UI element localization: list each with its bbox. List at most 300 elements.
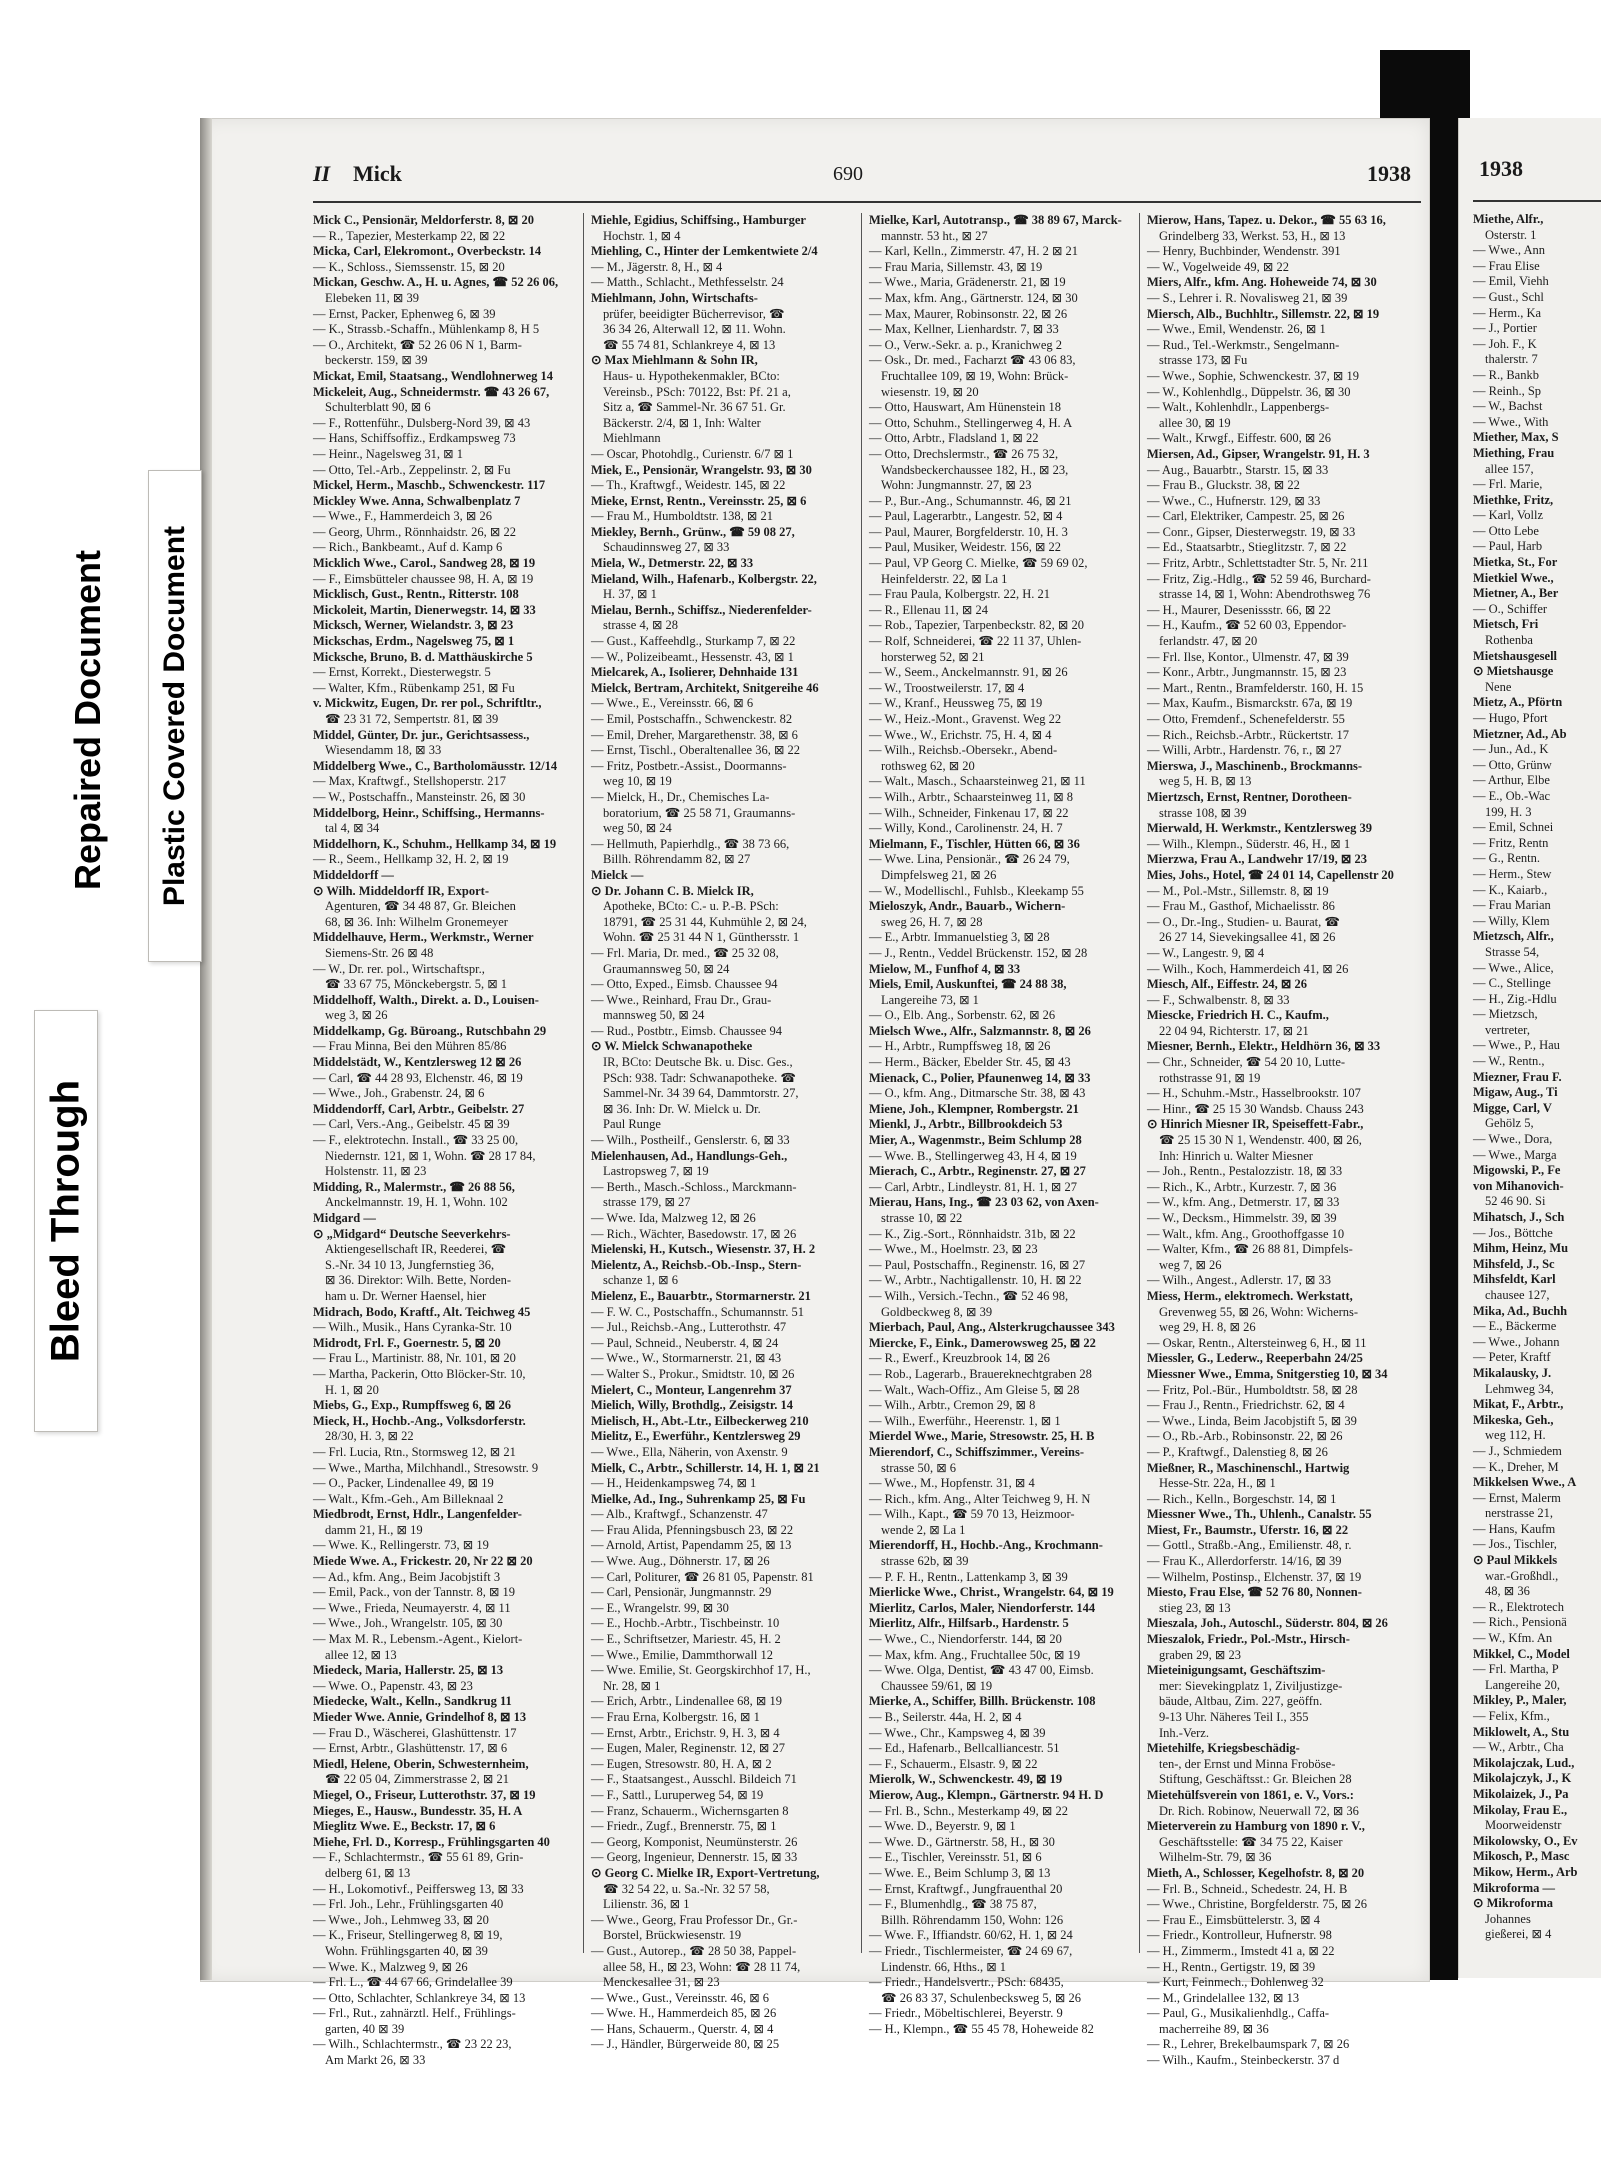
directory-entry: — Paul, G., Musikalienhdlg., Caffa- xyxy=(1147,2006,1330,2021)
directory-entry: — Wilhelm, Postinsp., Elchenstr. 37, ⊠ 19 xyxy=(1147,1569,1362,1584)
directory-entry: Miekley, Bernh., Grünw., ☎ 59 08 27, xyxy=(591,524,795,539)
directory-entry: — Frau M., Humboldtstr. 138, ⊠ 21 xyxy=(591,509,774,524)
directory-entry: Middendorff, Carl, Arbtr., Geibelstr. 27 xyxy=(313,1101,525,1116)
directory-entry: tal 4, ⊠ 34 xyxy=(325,821,380,836)
directory-entry: Mierach, C., Arbtr., Reginenstr. 27, ⊠ 27 xyxy=(869,1164,1086,1179)
directory-entry: Mienkl, J., Arbtr., Billbrookdeich 53 xyxy=(869,1117,1063,1132)
repaired-document-tab xyxy=(60,460,116,980)
directory-entry: — Frl. Lucia, Rtn., Stormsweg 12, ⊠ 21 xyxy=(313,1444,516,1459)
directory-entry: Mickan, Geschw. A., H. u. Agnes, ☎ 52 26 06, xyxy=(313,275,559,290)
adjacent-entry: — G., Rentn. xyxy=(1473,851,1541,866)
directory-entry: — Frau Minna, Bei den Mühren 85/86 xyxy=(313,1039,507,1054)
directory-entry: — Frl. Ilse, Kontor., Ulmenstr. 47, ⊠ 39 xyxy=(1147,649,1349,664)
directory-entry: graben 29, ⊠ 23 xyxy=(1159,1647,1241,1662)
directory-entry: — Wwe., W., Stormarnerstr. 21, ⊠ 43 xyxy=(591,1351,782,1366)
directory-entry: — Wilh., Arbtr., Cremon 29, ⊠ 8 xyxy=(869,1398,1036,1413)
directory-entry: — Wwe., Joh., Lehmweg 33, ⊠ 20 xyxy=(313,1912,489,1927)
directory-entry: — Friedr., Tischlermeister, ☎ 24 69 67, xyxy=(869,1943,1073,1958)
directory-entry: — F., Sattl., Luruperweg 54, ⊠ 19 xyxy=(591,1787,764,1802)
directory-entry: — Arnold, Artist, Papendamm 25, ⊠ 13 xyxy=(591,1538,792,1553)
directory-entry: ☎ 32 54 22, u. Sa.-Nr. 32 57 58, xyxy=(603,1881,770,1896)
header-page-number: 690 xyxy=(833,163,863,185)
directory-entry: — Willi, Arbtr., Hardenstr. 76, r., ⊠ 27 xyxy=(1147,743,1342,758)
adjacent-entry: — Wwe., With xyxy=(1473,414,1549,429)
directory-entry: — F., Schauerm., Elsastr. 9, ⊠ 22 xyxy=(869,1756,1038,1771)
directory-entry: rothstrasse 91, ⊠ 19 xyxy=(1159,1070,1261,1085)
directory-entry: — Ed., Hafenarb., Bellcalliancestr. 51 xyxy=(869,1741,1060,1756)
directory-entry: — F., Schwalbenstr. 8, ⊠ 33 xyxy=(1147,992,1290,1007)
directory-entry: Middel, Günter, Dr. jur., Gerichtsassess., xyxy=(313,727,530,742)
directory-entry: ⊠ 36. Inh: Dr. W. Mielck u. Dr. xyxy=(603,1101,761,1116)
directory-entry: — Kurt, Feinmech., Dohlenweg 32 xyxy=(1147,1975,1324,1990)
directory-entry: — W., Dr. rer. pol., Wirtschaftspr., xyxy=(313,961,485,976)
directory-entry: Mielck — xyxy=(591,867,644,882)
adjacent-entry: — Willy, Klem xyxy=(1473,913,1550,928)
directory-entry: Mierswa, J., Maschinenb., Brockmanns- xyxy=(1147,758,1363,773)
adjacent-entry: Mikalausky, J. xyxy=(1473,1365,1552,1380)
directory-entry: Middelborg, Heinr., Schiffsing., Hermanns- xyxy=(313,805,545,820)
adjacent-entry: Mihsfeldt, Karl xyxy=(1473,1272,1556,1287)
directory-entry: Mieder Wwe. Annie, Grindelhof 8, ⊠ 13 xyxy=(313,1710,527,1724)
directory-entry: — F., elektrotechn. Install., ☎ 33 25 00, xyxy=(313,1133,519,1148)
directory-entry: — Wwe., Christine, Borgfelderstr. 75, ⊠ 26 xyxy=(1147,1897,1368,1912)
directory-entry: Haus- u. Hypothekenmakler, BCto: xyxy=(603,368,780,383)
directory-entry: Mieszalok, Friedr., Pol.-Mstr., Hirsch- xyxy=(1147,1632,1350,1647)
directory-entry: Micklisch, Gust., Rentn., Ritterstr. 108 xyxy=(313,587,519,602)
directory-entry: — Friedr., Zugf., Brennerstr. 75, ⊠ 1 xyxy=(591,1819,777,1834)
adjacent-entry: — Wwe., Alice, xyxy=(1473,960,1554,975)
directory-entry: — Wwe., F., Hammerdeich 3, ⊠ 26 xyxy=(313,509,492,524)
directory-entry: — Paul, Maurer, Borgfelderstr. 10, H. 3 xyxy=(869,524,1068,539)
directory-entry: Mieke, Ernst, Rentn., Vereinsstr. 25, ⊠ 6 xyxy=(591,493,807,508)
directory-entry: allee 12, ⊠ 13 xyxy=(325,1647,397,1662)
directory-entry: delberg 61, ⊠ 13 xyxy=(325,1865,411,1880)
directory-entry: — W., Troostweilerstr. 17, ⊠ 4 xyxy=(869,680,1025,695)
directory-entry: — Frl. L., ☎ 44 67 66, Grindelallee 39 xyxy=(313,1975,513,1990)
directory-entry: ⊙ Hinrich Miesner IR, Speiseffett-Fabr., xyxy=(1147,1117,1364,1132)
directory-entry: — H., Maurer, Desenissstr. 66, ⊠ 22 xyxy=(1147,602,1331,617)
directory-entry: weg 3, ⊠ 26 xyxy=(325,1008,388,1023)
adjacent-entry: Miethke, Fritz, xyxy=(1473,492,1554,507)
directory-entry: Schaudinnsweg 27, ⊠ 33 xyxy=(603,540,730,555)
directory-entry: Miessner Wwe., Th., Uhlenh., Canalstr. 55 xyxy=(1147,1507,1372,1522)
adjacent-entry: Miething, Frau xyxy=(1473,445,1555,460)
directory-entry: — K., Schloss., Siemssenstr. 15, ⊠ 20 xyxy=(313,259,505,274)
page-header xyxy=(313,157,1421,197)
directory-entry: Apotheke, BCto: C.- u. P.-B. PSch: xyxy=(603,899,779,914)
directory-entry: — F., Staatsangest., Ausschl. Bildeich 71 xyxy=(591,1772,797,1787)
directory-entry: — Wwe. Aug., Döhnerstr. 17, ⊠ 26 xyxy=(591,1554,770,1569)
directory-entry: 36 34 26, Alterwall 12, ⊠ 11. Wohn. xyxy=(603,322,786,337)
directory-entry: — Erich, Arbtr., Lindenallee 68, ⊠ 19 xyxy=(591,1694,782,1709)
directory-entry: Mickat, Emil, Staatsang., Wendlohnerweg 14 xyxy=(313,368,554,383)
directory-entry: — Wilh., Koch, Hammerdeich 41, ⊠ 26 xyxy=(1147,961,1349,976)
adjacent-entry: — Frl. Martha, P xyxy=(1473,1662,1559,1677)
directory-entry: — Hans, Schauerm., Querstr. 4, ⊠ 4 xyxy=(591,2021,774,2036)
directory-entry: — Wwe., Joh., Grabenstr. 24, ⊠ 6 xyxy=(313,1086,485,1101)
adjacent-entry: — Herm., Stew xyxy=(1473,866,1552,881)
directory-entry: — Wwe., Gust., Vereinsstr. 46, ⊠ 6 xyxy=(591,1990,770,2005)
directory-entry: — Otto, Schlachter, Schlankreye 34, ⊠ 13 xyxy=(313,1990,526,2005)
directory-entry: — M., Pol.-Mstr., Sillemstr. 8, ⊠ 19 xyxy=(1147,883,1329,898)
directory-entry: — Carl, Politurer, ☎ 26 81 05, Papenstr. 81 xyxy=(591,1569,814,1584)
directory-entry: ☎ 26 83 37, Schulenbecksweg 5, ⊠ 26 xyxy=(881,1990,1081,2005)
directory-entry: — Wwe. Emilie, St. Georgskirchhof 17, H., xyxy=(591,1663,811,1678)
scan-edge-right xyxy=(1428,50,1458,1980)
adjacent-entry: Mikolajczak, Lud., xyxy=(1473,1755,1575,1770)
directory-entry: — H., Heidenkampsweg 74, ⊠ 1 xyxy=(591,1476,757,1491)
directory-entry: — Rich., Bankbeamt., Auf d. Kamp 6 xyxy=(313,540,503,555)
directory-entry: — E., Tischler, Vereinsstr. 51, ⊠ 6 xyxy=(869,1850,1042,1865)
directory-entry: Miers, Alfr., kfm. Ang. Hoheweide 74, ⊠ 30 xyxy=(1147,275,1377,290)
directory-entry: — R., Lehrer, Brekelbaumspark 7, ⊠ 26 xyxy=(1147,2037,1350,2052)
adjacent-entry: — C., Stellinge xyxy=(1473,976,1551,991)
adjacent-entry: Migowski, P., Fe xyxy=(1473,1163,1561,1178)
directory-entry: — O., Verw.-Sekr. a. p., Kranichweg 2 xyxy=(869,337,1063,352)
directory-entry: — Jul., Reichsb.-Ang., Lutterothstr. 47 xyxy=(591,1320,787,1335)
directory-entry: — Fritz, Zig.-Hdlg., ☎ 52 59 46, Burchard- xyxy=(1147,571,1371,586)
directory-entry: Miehlmann, John, Wirtschafts- xyxy=(591,290,758,305)
directory-entry: — E., Schriftsetzer, Mariestr. 45, H. 2 xyxy=(591,1632,781,1647)
directory-entry: Mielke, Karl, Autotransp., ☎ 38 89 67, Marck- xyxy=(869,213,1122,227)
directory-entry: — Otto, Arbtr., Fladsland 1, ⊠ 22 xyxy=(869,431,1039,446)
directory-entry: Miessler, G., Lederw., Reeperbahn 24/25 xyxy=(1147,1351,1363,1366)
directory-entry: Miede Wwe. A., Frickestr. 20, Nr 22 ⊠ 20 xyxy=(313,1554,533,1569)
directory-entry: Graumannsweg 50, ⊠ 24 xyxy=(603,961,730,976)
adjacent-entry: — W., Bachst xyxy=(1473,399,1543,414)
directory-entry: — Konr., Arbtr., Jungmannstr. 15, ⊠ 23 xyxy=(1147,665,1347,680)
directory-entry: — Wwe., M., Hoelmstr. 23, ⊠ 23 xyxy=(869,1242,1038,1257)
directory-entry: — Eugen, Maler, Reginenstr. 12, ⊠ 27 xyxy=(591,1741,785,1756)
directory-entry: Miels, Emil, Auskunftei, ☎ 24 88 38, xyxy=(869,977,1067,992)
adjacent-entry: 199, H. 3 xyxy=(1485,804,1532,819)
directory-entry: weg 29, H. 8, ⊠ 26 xyxy=(1159,1320,1256,1335)
directory-entry: Mierlicke Wwe., Christ., Wrangelstr. 64, ⊠ 19 xyxy=(869,1585,1114,1600)
directory-entry: — S., Lehrer i. R. Novalisweg 21, ⊠ 39 xyxy=(1147,290,1348,305)
directory-entry: Mieth, A., Schlosser, Kegelhofstr. 8, ⊠ 20 xyxy=(1147,1865,1365,1880)
directory-entry: — P. F. H., Rentn., Lattenkamp 3, ⊠ 39 xyxy=(869,1569,1068,1584)
directory-entry: — Walter, Kfm., Rübenkamp 251, ⊠ Fu xyxy=(313,680,515,695)
directory-entry: Mickoleit, Martin, Dienerwegstr. 14, ⊠ 33 xyxy=(313,602,536,617)
directory-entry: Mierow, Aug., Klempn., Gärtnerstr. 94 H. D xyxy=(869,1787,1104,1802)
directory-entry: — O., Dr.-Ing., Studien- u. Baurat, ☎ xyxy=(1147,914,1340,929)
bleed-through-tab xyxy=(34,1010,98,1432)
directory-entry: Holstenstr. 11, ⊠ 23 xyxy=(325,1164,427,1179)
directory-entry: Mielenski, H., Kutsch., Wiesenstr. 37, H. 2 xyxy=(591,1242,816,1257)
directory-column-2 xyxy=(591,213,853,2052)
directory-entry: — W., Kranf., Heussweg 75, ⊠ 19 xyxy=(869,696,1043,711)
directory-entry: Wohn: Jungmannstr. 27, ⊠ 23 xyxy=(881,478,1032,493)
directory-entry: Mierau, Hans, Ing., ☎ 23 03 62, von Axen- xyxy=(869,1195,1099,1210)
adjacent-entry: — Rich., Pensionä xyxy=(1473,1615,1567,1630)
adjacent-entry: nerstrasse 21, xyxy=(1485,1506,1554,1521)
directory-entry: Mierlitz, Carlos, Maler, Niendorferstr. 144 xyxy=(869,1600,1096,1615)
adjacent-entry: vertreter, xyxy=(1485,1022,1530,1037)
directory-entry: — Wilh., Schneider, Finkenau 17, ⊠ 22 xyxy=(869,805,1069,820)
directory-entry: ☎ 33 67 75, Mönckebergstr. 5, ⊠ 1 xyxy=(325,977,508,992)
directory-entry: — K., Friseur, Stellingerweg 8, ⊠ 19, xyxy=(313,1928,503,1943)
directory-entry: 9-13 Uhr. Näheres Teil I., 355 xyxy=(1159,1710,1309,1724)
adjacent-entry: — Wwe., P., Hau xyxy=(1473,1038,1560,1053)
directory-entry: stieg 23, ⊠ 13 xyxy=(1159,1600,1231,1615)
directory-entry: — Wilh., Klempn., Süderstr. 46, H., ⊠ 1 xyxy=(1147,836,1351,851)
bleed-through-label: Bleed Through xyxy=(43,1079,88,1363)
directory-entry: — O., kfm. Ang., Ditmarsche Str. 38, ⊠ 43 xyxy=(869,1086,1086,1101)
directory-entry: Mierwald, H. Werkmstr., Kentzlersweg 39 xyxy=(1147,821,1372,836)
directory-entry: — Frau E., Eimsbüttelerstr. 3, ⊠ 4 xyxy=(1147,1912,1320,1927)
directory-entry: — Gottl., Straßb.-Ang., Emilienstr. 48, r. xyxy=(1147,1538,1352,1553)
directory-entry: Miertzsch, Ernst, Rentner, Dorotheen- xyxy=(1147,789,1352,804)
directory-entry: — Ernst, Tischl., Oberaltenallee 36, ⊠ 22 xyxy=(591,743,801,758)
directory-entry: Mierzwa, Frau A., Landwehr 17/19, ⊠ 23 xyxy=(1147,852,1367,867)
adjacent-entry: Mikolay, Frau E., xyxy=(1473,1802,1568,1817)
adjacent-entry: Mihsfeld, J., Sc xyxy=(1473,1256,1555,1271)
adjacent-entry: Migge, Carl, V xyxy=(1473,1100,1552,1115)
directory-entry: — Wwe. Lina, Pensionär., ☎ 26 24 79, xyxy=(869,852,1070,867)
adjacent-entry: Mikley, P., Maler, xyxy=(1473,1693,1567,1708)
directory-entry: — F., Schlachtermstr., ☎ 55 61 89, Grin- xyxy=(313,1850,524,1865)
directory-entry: — H., Kaufm., ☎ 52 60 03, Eppendor- xyxy=(1147,618,1347,633)
directory-entry: Miesto, Frau Else, ☎ 52 76 80, Nonnen- xyxy=(1147,1585,1362,1600)
column-divider xyxy=(861,213,862,1953)
plastic-covered-document-tab xyxy=(148,470,202,962)
column-divider xyxy=(583,213,584,1953)
directory-entry: — Georg, Ingenieur, Dennerstr. 15, ⊠ 33 xyxy=(591,1850,798,1865)
directory-entry: Mietehilfe, Kriegsbeschädig- xyxy=(1147,1741,1300,1756)
adjacent-entry: — Arthur, Elbe xyxy=(1473,773,1550,788)
directory-entry: Mierdel Wwe., Marie, Stresowstr. 25, H. B xyxy=(869,1429,1095,1444)
directory-entry: Mielau, Bernh., Schiffsz., Niederenfelder- xyxy=(591,602,812,617)
header-rule xyxy=(313,201,1421,203)
directory-entry: — Ernst, Arbtr., Erichstr. 9, H. 3, ⊠ 4 xyxy=(591,1725,780,1740)
directory-entry: — F., Blumenhdlg., ☎ 38 75 87, xyxy=(869,1897,1037,1912)
directory-entry: strasse 173, ⊠ Fu xyxy=(1159,353,1248,368)
directory-entry: — Berth., Masch.-Schloss., Marckmann- xyxy=(591,1179,797,1194)
directory-entry: Siemens-Str. 26 ⊠ 48 xyxy=(325,945,434,960)
adjacent-entry: — Karl, Vollz xyxy=(1473,508,1544,523)
directory-entry: — Ed., Staatsarbtr., Stieglitzstr. 7, ⊠ 22 xyxy=(1147,540,1347,555)
directory-entry: Mierendorf, C., Schiffszimmer., Vereins- xyxy=(869,1444,1085,1459)
directory-entry: — H., Arbtr., Rumpffsweg 18, ⊠ 26 xyxy=(869,1039,1051,1054)
adjacent-entry: — Hugo, Pfort xyxy=(1473,711,1548,725)
directory-entry: — B., Seilerstr. 44a, H. 2, ⊠ 4 xyxy=(869,1710,1022,1724)
directory-entry: — Aug., Bauarbtr., Starstr. 15, ⊠ 33 xyxy=(1147,462,1329,477)
directory-entry: Miesch, Alf., Eiffestr. 24, ⊠ 26 xyxy=(1147,977,1307,992)
directory-entry: Midrodt, Frl. F., Goernestr. 5, ⊠ 20 xyxy=(313,1335,501,1350)
directory-entry: 28/30, H. 3, ⊠ 22 xyxy=(325,1429,414,1444)
directory-entry: ☎ 55 74 81, Schlankreye 4, ⊠ 13 xyxy=(603,337,776,352)
directory-entry: strasse 179, ⊠ 27 xyxy=(603,1195,691,1210)
directory-entry: Anckelmannstr. 19, H. 1, Wohn. 102 xyxy=(325,1195,508,1210)
adjacent-entry: Mikow, Herm., Arb xyxy=(1473,1864,1578,1879)
directory-entry: ⊙ Max Miehlmann & Sohn IR, xyxy=(591,353,758,368)
adjacent-entry: Osterstr. 1 xyxy=(1485,227,1537,242)
directory-entry: — Franz, Schauerm., Wichernsgarten 8 xyxy=(591,1803,789,1818)
directory-entry: — Otto, Drechslermstr., ☎ 26 75 32, xyxy=(869,446,1059,461)
directory-entry: Wandsbeckerchaussee 182, H., ⊠ 23, xyxy=(881,462,1069,477)
adjacent-entry: — H., Zig.-Hdlu xyxy=(1473,991,1557,1006)
directory-entry: — Frau D., Wäscherei, Glashüttenstr. 17 xyxy=(313,1725,517,1740)
directory-entry: Mielcarek, A., Isolierer, Dehnhaide 131 xyxy=(591,665,799,680)
directory-entry: — Walt., Wach-Offiz., Am Gleise 5, ⊠ 28 xyxy=(869,1382,1080,1397)
directory-entry: Lindenstr. 66, Hths., ⊠ 1 xyxy=(881,1959,1007,1974)
directory-entry: — Paul, Lagerarbtr., Langestr. 52, ⊠ 4 xyxy=(869,509,1063,524)
directory-entry: — Paul, Musiker, Weidestr. 156, ⊠ 22 xyxy=(869,540,1062,555)
directory-entry: — Chr., Schneider, ☎ 54 20 10, Lutte- xyxy=(1147,1055,1346,1070)
directory-entry: — E., Wrangelstr. 99, ⊠ 30 xyxy=(591,1600,729,1615)
directory-entry: — E., Arbtr. Immanuelstieg 3, ⊠ 28 xyxy=(869,930,1050,945)
directory-entry: — Fritz, Postbetr.-Assist., Doormanns- xyxy=(591,758,787,773)
directory-entry: Mieglitz Wwe. E., Beckstr. 17, ⊠ 6 xyxy=(313,1819,496,1834)
directory-entry: — Matth., Schlacht., Methfesselstr. 24 xyxy=(591,275,784,290)
adjacent-entry: — Hans, Kaufm xyxy=(1473,1521,1556,1536)
adjacent-entry: — J., Portier xyxy=(1473,321,1537,336)
directory-entry: — Wwe. K., Rellingerstr. 73, ⊠ 19 xyxy=(313,1538,489,1553)
directory-entry: — W., Kohlenhdlg., Düppelstr. 36, ⊠ 30 xyxy=(1147,384,1351,399)
directory-entry: — Wwe., Frieda, Neumayerstr. 4, ⊠ 11 xyxy=(313,1600,511,1615)
directory-entry: — Ad., kfm. Ang., Beim Jacobjstift 3 xyxy=(313,1569,501,1584)
directory-entry: ⊠ 36. Direktor: Wilh. Bette, Norden- xyxy=(325,1273,512,1288)
directory-entry: — Ernst, Packer, Ephenweg 6, ⊠ 39 xyxy=(313,306,496,321)
directory-entry: — Heinr., Nagelsweg 31, ⊠ 1 xyxy=(313,446,464,461)
directory-entry: Nr. 28, ⊠ 1 xyxy=(603,1678,661,1693)
directory-entry: — K., Strassb.-Schaffn., Mühlenkamp 8, H 5 xyxy=(313,322,540,337)
adjacent-entry: — W., Kfm. An xyxy=(1473,1631,1553,1646)
directory-entry: Mielenhausen, Ad., Handlungs-Geh., xyxy=(591,1148,788,1163)
directory-entry: Mielmann, F., Tischler, Hütten 66, ⊠ 36 xyxy=(869,836,1080,851)
directory-entry: Inh.-Verz. xyxy=(1159,1725,1209,1740)
directory-entry: ⊙ Wilh. Middeldorff IR, Export- xyxy=(313,883,489,898)
directory-entry: — Wwe., C., Hufnerstr. 129, ⊠ 33 xyxy=(1147,493,1321,508)
directory-entry: — Wwe. Ida, Malzweg 12, ⊠ 26 xyxy=(591,1211,756,1225)
directory-entry: strasse 4, ⊠ 28 xyxy=(603,618,679,633)
directory-entry: — Emil, Pack., von der Tannstr. 8, ⊠ 19 xyxy=(313,1585,516,1600)
directory-entry: Mieterverein zu Hamburg von 1890 r. V., xyxy=(1147,1819,1365,1834)
directory-entry: Mierendorff, H., Hochb.-Ang., Krochmann- xyxy=(869,1538,1103,1553)
directory-entry: Middeldorff — xyxy=(313,867,394,882)
directory-entry: H. 1, ⊠ 20 xyxy=(325,1382,379,1397)
directory-entry: Midrach, Bodo, Kraftf., Alt. Teichweg 45 xyxy=(313,1304,531,1319)
directory-entry: — Wwe. O., Papenstr. 43, ⊠ 23 xyxy=(313,1678,473,1693)
adjacent-entry: — W., Arbtr., Cha xyxy=(1473,1740,1564,1755)
directory-entry: S.-Nr. 34 10 13, Jungfernstieg 36, xyxy=(325,1257,495,1272)
adjacent-entry: — Fritz, Rentn xyxy=(1473,835,1549,850)
directory-entry: — Wwe., Ella, Näherin, von Axenstr. 9 xyxy=(591,1444,788,1459)
directory-entry: schanze 1, ⊠ 6 xyxy=(603,1273,679,1288)
adjacent-entry: Rothenba xyxy=(1485,633,1533,648)
adjacent-entry: Mikolajczyk, J., K xyxy=(1473,1771,1572,1786)
directory-entry: ferlandstr. 47, ⊠ 20 xyxy=(1159,634,1258,649)
directory-entry: Micklich Wwe., Carol., Sandweg 28, ⊠ 19 xyxy=(313,556,536,571)
directory-entry: Mieck, H., Hochb.-Ang., Volksdorferstr. xyxy=(313,1413,526,1428)
directory-column-3 xyxy=(869,213,1131,2036)
directory-entry: — W., Seem., Anckelmannstr. 91, ⊠ 26 xyxy=(869,665,1068,680)
adjacent-entry: — K., Dreher, M xyxy=(1473,1459,1559,1474)
directory-entry: — Wwe., Joh., Wrangelstr. 105, ⊠ 30 xyxy=(313,1616,503,1631)
directory-entry: — Friedr., Möbeltischlerei, Beyerstr. 9 xyxy=(869,2006,1063,2021)
adjacent-entry: — Frau Marian xyxy=(1473,898,1551,913)
directory-entry: — Friedr., Handelsvertr., PSch: 68435, xyxy=(869,1975,1064,1990)
directory-entry: Inh: Hinrich u. Walter Miesner xyxy=(1159,1148,1313,1163)
directory-entry: — Wwe., E., Vereinsstr. 66, ⊠ 6 xyxy=(591,696,754,711)
adjacent-entry: — Joh. F., K xyxy=(1473,336,1537,351)
directory-entry: Mier, A., Wagenmstr., Beim Schlump 28 xyxy=(869,1133,1082,1148)
directory-entry: mer: Sievekingplatz 1, Ziviljustizge- xyxy=(1159,1678,1343,1693)
adjacent-entry: Mietner, A., Ber xyxy=(1473,586,1559,601)
repaired-document-label: Repaired Document xyxy=(67,549,108,891)
directory-column-4 xyxy=(1147,213,1409,2068)
directory-entry: — Wwe. K., Malzweg 9, ⊠ 26 xyxy=(313,1959,468,1974)
adjacent-entry: — Wwe., Marga xyxy=(1473,1147,1557,1162)
directory-entry: — Wwe., Emil, Wendenstr. 26, ⊠ 1 xyxy=(1147,322,1326,337)
directory-entry: — Frau Alida, Pfenningsbusch 23, ⊠ 22 xyxy=(591,1522,794,1537)
directory-entry: — Wilh., Kapt., ☎ 59 70 13, Heizmoor- xyxy=(869,1507,1075,1522)
directory-entry: — W., Arbtr., Nachtigallenstr. 10, H. ⊠ 22 xyxy=(869,1273,1082,1288)
directory-column-1 xyxy=(313,213,575,2068)
directory-entry: — Rich., K., Arbtr., Kurzestr. 7, ⊠ 36 xyxy=(1147,1179,1337,1194)
directory-entry: Billh. Röhrendamm 82, ⊠ 27 xyxy=(603,852,751,867)
directory-entry: — W., Decksm., Himmelstr. 39, ⊠ 39 xyxy=(1147,1211,1337,1225)
directory-entry: — Fritz, Pol.-Bür., Humboldtstr. 58, ⊠ 28 xyxy=(1147,1382,1358,1397)
directory-entry: boratorium, ☎ 25 58 71, Graumanns- xyxy=(603,805,796,820)
adjacent-entry: Mikeska, Geh., xyxy=(1473,1412,1554,1427)
directory-entry: ⊙ „Midgard“ Deutsche Seeverkehrs- xyxy=(313,1226,511,1241)
adjacent-entry: — Emil, Schnei xyxy=(1473,820,1554,835)
directory-entry: — H., Rentn., Gertigstr. 19, ⊠ 39 xyxy=(1147,1959,1316,1974)
directory-entry: — Frau J., Rentn., Friedrichstr. 62, ⊠ 4 xyxy=(1147,1398,1345,1413)
adjacent-entry: — Paul, Harb xyxy=(1473,539,1543,554)
directory-entry: Dr. Rich. Robinow, Neuerwall 72, ⊠ 36 xyxy=(1159,1803,1359,1818)
directory-entry: — Wilh., Arbtr., Schaarsteinweg 11, ⊠ 8 xyxy=(869,789,1074,804)
adjacent-entry: Miethe, Alfr., xyxy=(1473,212,1544,226)
directory-entry: — Wilh., Schlachtermstr., ☎ 23 22 23, xyxy=(313,2037,512,2052)
directory-entry: Mick C., Pensionär, Meldorferstr. 8, ⊠ 20 xyxy=(313,213,534,227)
directory-entry: — Mart., Rentn., Bramfelderstr. 160, H. 15 xyxy=(1147,680,1364,695)
directory-entry: — Frl., Rut., zahnärztl. Helf., Frühlings- xyxy=(313,2006,516,2021)
directory-entry: — Wwe. B., Stellingerweg 43, H 4, ⊠ 19 xyxy=(869,1148,1077,1163)
directory-entry: Middelhauve, Herm., Werkmstr., Werner xyxy=(313,930,534,945)
directory-entry: strasse 62b, ⊠ 39 xyxy=(881,1554,969,1569)
directory-entry: Mieloszyk, Andr., Bauarb., Wichern- xyxy=(869,899,1066,914)
adjacent-entry: — E., Bäckerme xyxy=(1473,1319,1557,1334)
directory-entry: Heinfelderstr. 22, ⊠ La 1 xyxy=(881,571,1008,586)
directory-entry: Mielck, Bertram, Architekt, Snitgereihe 46 xyxy=(591,680,819,695)
directory-entry: — Joh., Rentn., Pestalozzistr. 18, ⊠ 33 xyxy=(1147,1164,1343,1179)
directory-entry: — Wilh., Angest., Adlerstr. 17, ⊠ 33 xyxy=(1147,1273,1332,1288)
directory-entry: — Frau K., Allerdorferstr. 14/16, ⊠ 39 xyxy=(1147,1554,1342,1569)
directory-entry: — J., Händler, Bürgerweide 80, ⊠ 25 xyxy=(591,2037,780,2052)
adjacent-entry: — Ernst, Malerm xyxy=(1473,1490,1561,1505)
adjacent-entry: Miether, Max, S xyxy=(1473,430,1559,445)
directory-entry: — Paul, Postschaffn., Reginenstr. 16, ⊠ 27 xyxy=(869,1257,1086,1272)
header-volume-numeral: II xyxy=(313,161,331,186)
directory-entry: 18791, ☎ 25 31 44, Kuhmühle 2, ⊠ 24, xyxy=(603,914,807,929)
directory-entry: ham u. Dr. Werner Haensel, hier xyxy=(325,1288,487,1303)
adjacent-entry: Strasse 54, xyxy=(1485,944,1540,959)
adjacent-entry: ⊙ Mietshausge xyxy=(1473,664,1554,679)
directory-entry: Niedernstr. 121, ⊠ 1, Wohn. ☎ 28 17 84, xyxy=(325,1148,536,1163)
directory-entry: wiesenstr. 19, ⊠ 20 xyxy=(881,384,979,399)
directory-entry: Billh. Röhrendamm 150, Wohn: 126 xyxy=(881,1912,1064,1927)
directory-entry: Elebeken 11, ⊠ 39 xyxy=(325,290,420,305)
directory-entry: — Oscar, Photohdlg., Curienstr. 6/7 ⊠ 1 xyxy=(591,446,794,461)
adjacent-entry: von Mihanovich- xyxy=(1473,1178,1564,1193)
adjacent-entry: war.-Großhdl., xyxy=(1485,1568,1559,1583)
directory-entry: — H., Zimmerm., Imstedt 41 a, ⊠ 22 xyxy=(1147,1943,1335,1958)
directory-entry: Mielk, C., Arbtr., Schillerstr. 14, H. 1, ⊠ 21 xyxy=(591,1460,820,1475)
directory-entry: — Carl, ☎ 44 28 93, Elchenstr. 46, ⊠ 19 xyxy=(313,1070,523,1085)
directory-entry: — Wwe. D., Beyerstr. 9, ⊠ 1 xyxy=(869,1819,1016,1834)
